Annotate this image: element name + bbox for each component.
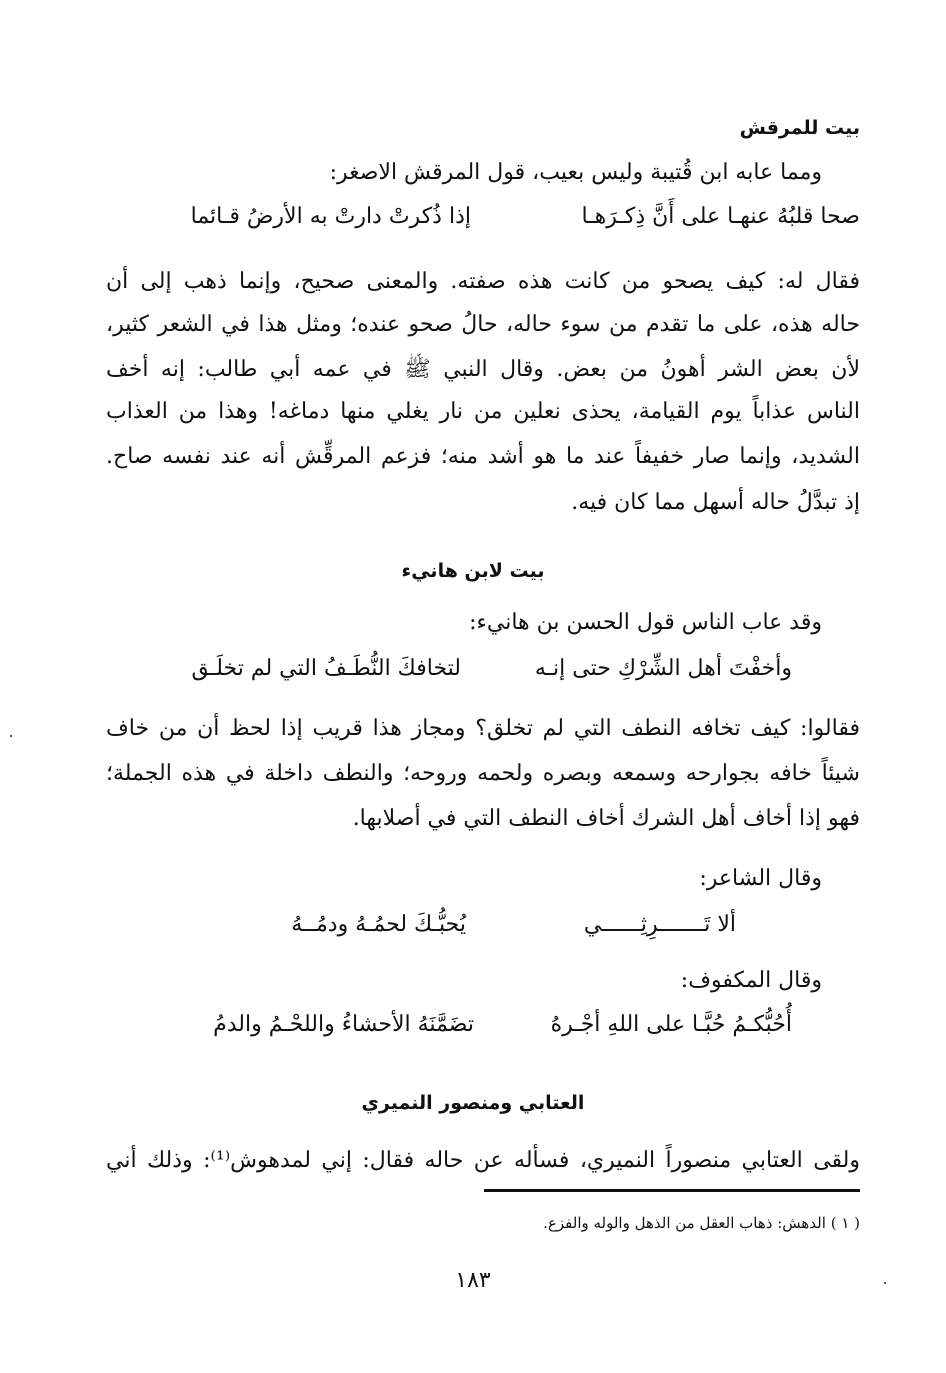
poet-verse-first-hemistich: ألا تَـــــــرِثِــــــي: [583, 912, 736, 937]
attabi-paragraph-line: ولقى العتابي منصوراً النميري، فسأله عن حاله فقال: إني لمدهوش⁽¹⁾: وذلك أني: [106, 1148, 860, 1173]
scan-speck: [10, 735, 12, 737]
scan-speck: [884, 1282, 886, 1284]
marqash-paragraph-line: الشديد، وإنما صار خفيفاً عند ما هو أشد منه؛ فزعم المرقِّش أنه عند نفسه صاح.: [106, 444, 860, 469]
poet-intro: وقال الشاعر:: [699, 866, 822, 891]
ibn-hani-verse-second-hemistich: لتخافكَ النُّطَـفُ التي لم تخلَـق: [191, 656, 461, 681]
page-number: ١٨٣: [455, 1268, 491, 1293]
poet-verse-second-hemistich: يُحبُّـكَ لحمُـهُ ودمُــهُ: [291, 912, 466, 937]
marqash-verse-second-hemistich: إذا ذُكرتْ دارتْ به الأرضُ قـائما: [190, 204, 471, 229]
marqash-paragraph-line: حاله هذه، على ما تقدم من سوء حاله، حالُ صحو عنده؛ ومثل هذا في الشعر كثير،: [106, 312, 860, 337]
ibn-hani-verse-first-hemistich: وأخفْتَ أهل الشِّرْكِ حتى إنـه: [534, 656, 792, 681]
makfuf-verse-second-hemistich: تضَمَّنَهُ الأحشاءُ واللحْـمُ والدمُ: [213, 1012, 474, 1037]
marqash-paragraph-line: فقال له: كيف يصحو من كانت هذه صفته. والمعنى صحيح، وإنما ذهب إلى أن: [106, 269, 860, 294]
footnote: ( ١ ) الدهش: ذهاب العقل من الذهل والوله والفزع.: [543, 1214, 860, 1232]
section-title-attabi: العتابي ومنصور النميري: [361, 1092, 585, 1114]
marqash-paragraph-line: لأن بعض الشر أهونُ من بعض. وقال النبي ﷺ في عمه أبي طالب: إنه أخف: [106, 357, 860, 382]
section-title-ibn-hani: بيت لابن هانيء: [401, 560, 545, 582]
ibn-hani-paragraph-line: فقالوا: كيف تخافه النطف التي لم تخلق؟ ومجاز هذا قريب إذا لحظ أن من خاف: [106, 716, 860, 741]
footnote-separator: [484, 1189, 860, 1192]
marqash-paragraph-line: الناس عذاباً يوم القيامة، يحذى نعلين من نار يغلي منها دماغه! وهذا من العذاب: [106, 399, 860, 424]
makfuf-intro: وقال المكفوف:: [680, 968, 822, 993]
ibn-hani-intro: وقد عاب الناس قول الحسن بن هانيء:: [469, 610, 822, 635]
makfuf-verse-first-hemistich: أُحُبُّكـمُ حُبَّـا على اللهِ أجْـرهُ: [550, 1012, 792, 1037]
marqash-verse-first-hemistich: صحا قلبُهُ عنهـا على أَنَّ ذِكـرَهـا: [581, 204, 860, 229]
ibn-hani-paragraph-line: شيئاً خافه بجوارحه وسمعه وبصره ولحمه وروحه؛ والنطف داخلة في هذه الجملة؛: [106, 761, 860, 786]
marqash-intro: ومما عابه ابن قُتيبة وليس بعيب، قول المرقش الاصغر:: [329, 160, 822, 185]
marqash-paragraph-line: إذ تبدَّلُ حاله أسهل مما كان فيه.: [571, 490, 860, 515]
section-title-marqash: بيت للمرقش: [739, 117, 860, 139]
ibn-hani-paragraph-line: فهو إذا أخاف أهل الشرك أخاف النطف التي في أصلابها.: [352, 806, 860, 831]
